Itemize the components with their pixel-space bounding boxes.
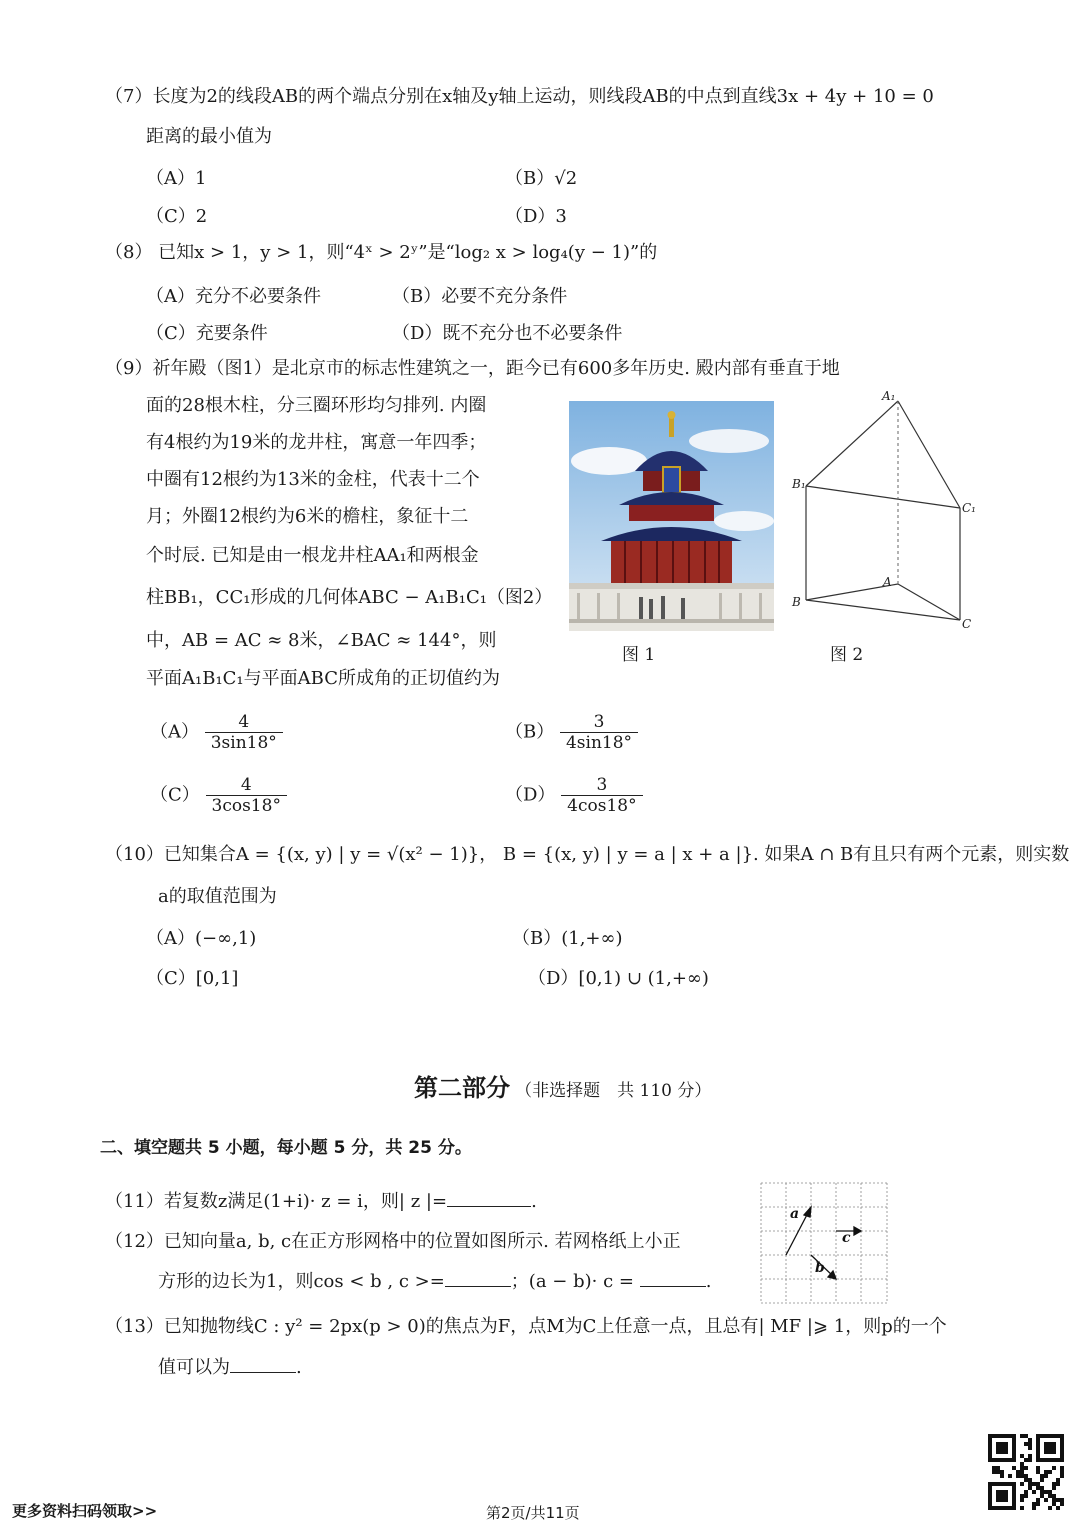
q9-option-a-den: 3sin18° [205,732,283,753]
vector-b-label: b [815,1260,825,1276]
q7-option-d: （D）3 [505,206,567,227]
q7-stem-line2: 距离的最小值为 [146,126,272,147]
vector-a-label: a [790,1206,800,1222]
label-C1: C₁ [962,501,976,515]
q13-stem: （13）已知抛物线C : y² = 2px(p > 0)的焦点为F，点M为C上任意一点，且总有| MF |⩾ 1，则p的一个 [105,1316,947,1337]
fig1-caption: 图 1 [622,645,656,665]
q12-line2 [158,1269,711,1295]
q8-option-d: （D）既不充分也不必要条件 [392,323,623,344]
q11-end: . [531,1191,537,1212]
page-number: 第2页/共11页 [486,1504,580,1522]
part2-subtitle: （非选择题 共 110 分） [515,1081,712,1101]
q12-blank-2[interactable] [640,1286,706,1287]
label-A1: A₁ [882,389,896,403]
q8-option-b: （B）必要不充分条件 [392,286,568,307]
fig2-caption: 图 2 [830,645,864,665]
q13-line2-text: 值可以为 [158,1357,230,1378]
q8-stem: （8） 已知x > 1，y > 1，则“4ˣ > 2ʸ”是“log₂ x > log₄(y − 1)”的 [105,242,658,263]
q9-line2: 面的28根木柱，分三圈环形均匀排列. 内圈 [146,395,487,416]
vector-c-label: c [842,1230,851,1246]
q9-line1: （9）祈年殿（图1）是北京市的标志性建筑之一，距今已有600多年历史. 殿内部有垂直于地 [105,358,840,379]
q7-option-a: （A）1 [146,168,207,189]
q12-line2a: 方形的边长为1，则cos < b , c >= [158,1271,445,1292]
q9-option-c-label: （C） [150,784,200,806]
q9-option-a [150,712,283,753]
q10-stem: （10）已知集合A = {(x, y) | y = √(x² − 1)}， B = {(x, y) | y = a | x + a |}. 如果A ∩ B有且只有两个元素，则实数 [105,844,1070,865]
q9-option-d [505,775,643,816]
q9-option-b-fraction [560,712,638,753]
q9-option-a-fraction [205,712,283,753]
q9-option-d-den: 4cos18° [561,795,642,816]
q9-line6: 个时辰. 已知是由一根龙井柱AA₁和两根金 [146,545,479,566]
q9-option-b [505,712,638,753]
q11-stem: （11）若复数z满足(1+i)· z = i，则| z |= [105,1191,448,1212]
q9-option-a-num: 4 [238,712,250,732]
q12-end: . [705,1271,712,1292]
q9-option-b-label: （B） [505,721,555,743]
q13-answer-blank[interactable] [230,1372,296,1373]
q10-option-d: （D）[0,1) ∪ (1,+∞) [528,968,709,989]
q13-end: . [296,1357,302,1378]
footer-promo: 更多资料扫码领取>> [12,1502,158,1520]
q7-stem: （7）长度为2的线段AB的两个端点分别在x轴及y轴上运动，则线段AB的中点到直线3x + 4y + 10 = 0 [105,86,934,107]
label-C: C [962,617,972,631]
section2-heading: 二、填空题共 5 小题，每小题 5 分，共 25 分。 [100,1138,472,1158]
q8-option-c: （C）充要条件 [146,323,268,344]
q12-blank-1[interactable] [445,1286,511,1287]
q9-line7: 柱BB₁，CC₁形成的几何体ABC − A₁B₁C₁（图2） [146,587,553,608]
q9-option-c-den: 3cos18° [206,795,287,816]
q9-option-a-label: （A） [150,721,199,743]
q9-option-b-den: 4sin18° [560,732,638,753]
q9-option-c-num: 4 [240,775,252,795]
prism-diagram [788,388,988,638]
temple-photo [569,401,774,631]
label-B: B [792,595,801,609]
part2-title-text: 第二部分 [414,1074,510,1102]
label-B1: B₁ [792,477,806,491]
q11 [105,1189,537,1215]
q9-line8: 中，AB = AC ≈ 8米，∠BAC ≈ 144°，则 [146,630,497,651]
vector-grid [760,1182,888,1304]
q12-line2b: ；(a − b)· c = [510,1271,634,1292]
q9-option-d-label: （D） [505,784,556,806]
q9-option-c [150,775,287,816]
qr-code[interactable] [988,1434,1064,1510]
q9-line5: 月；外圈12根约为6米的檐柱，象征十二 [146,506,469,527]
q11-answer-blank[interactable] [447,1206,531,1207]
q7-option-c: （C）2 [146,206,208,227]
q10-option-c: （C）[0,1] [146,968,239,989]
q9-option-d-num: 3 [596,775,608,795]
q9-option-d-fraction [561,775,642,816]
q9-line9: 平面A₁B₁C₁与平面ABC所成角的正切值约为 [146,668,500,689]
q9-option-c-fraction [206,775,287,816]
q9-option-b-num: 3 [593,712,605,732]
q9-line4: 中圈有12根约为13米的金柱，代表十二个 [146,469,480,490]
part2-title [414,1068,711,1103]
q8-option-a: （A）充分不必要条件 [146,286,321,307]
q7-option-b: （B）√2 [505,168,578,189]
q13-line2 [158,1355,302,1381]
label-A: A [883,575,892,589]
q12-stem: （12）已知向量a, b, c在正方形网格中的位置如图所示. 若网格纸上小正 [105,1231,681,1252]
q9-line3: 有4根约为19米的龙井柱，寓意一年四季； [146,432,487,453]
q10-option-b: （B）(1,+∞) [512,928,623,949]
q10-option-a: （A）(−∞,1) [146,928,257,949]
q10-stem-line2: a的取值范围为 [158,886,277,907]
